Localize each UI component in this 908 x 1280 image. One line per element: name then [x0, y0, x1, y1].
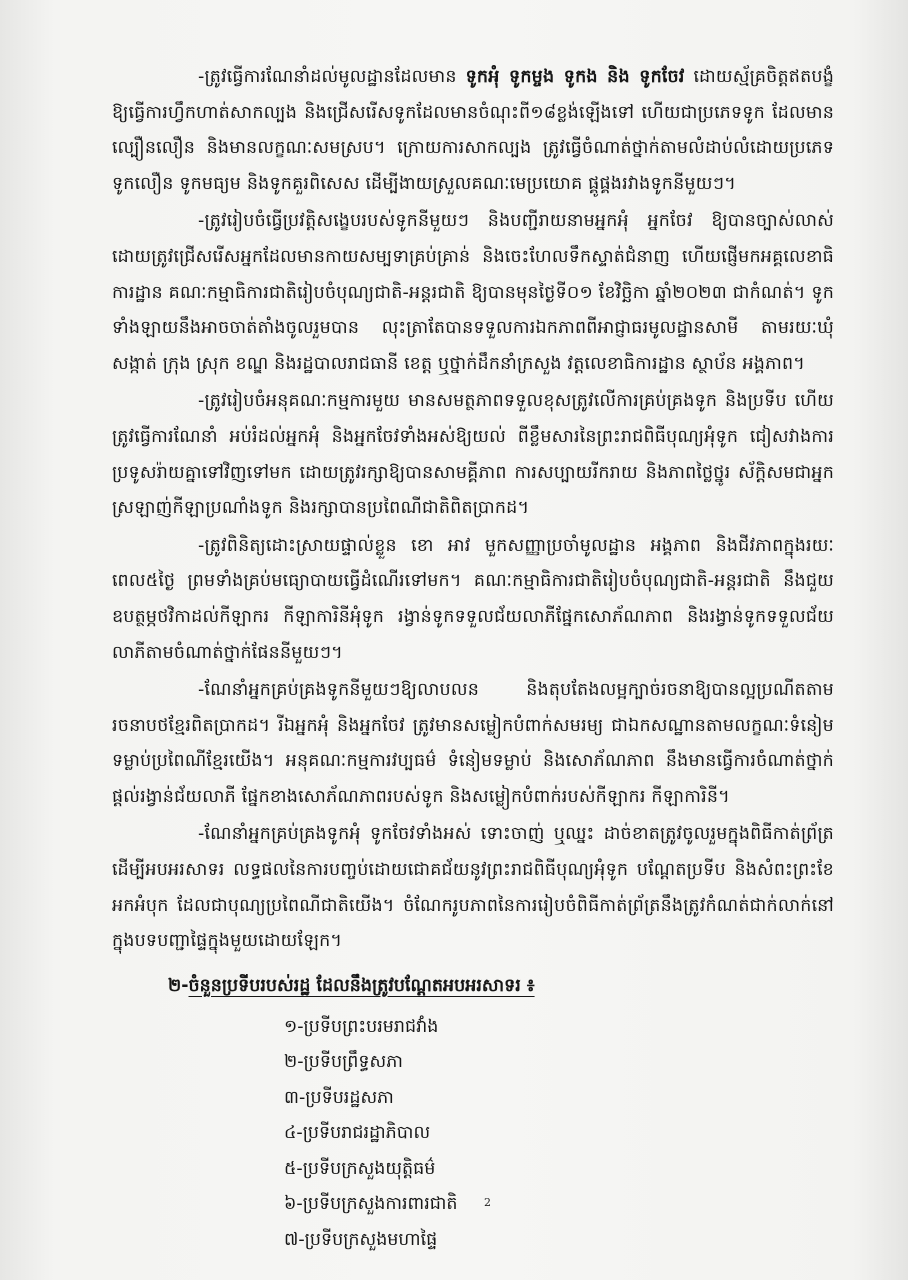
list-item: ៤-ប្រទីបរាជរដ្ឋាភិបាល: [284, 1123, 431, 1144]
paragraph-boat-history: -ត្រូវរៀបចំធ្វើប្រវត្តិសង្ខេបរបស់ទូកនីមួយៗ និងបញ្ជីរាយនាមអ្នកអុំ អ្នកចែវ ឱ្យបានច្បាស់លាស់ ដោយត្រូវជ្រើសរើសអ្នកដែលមានកាយសម្បទាគ្រប់គ្រាន់ និងចេះហែលទឹកស្ទាត់ជំនាញ ហើយផ្ញើមកអគ្គលេខាធិការដ្ឋាន គណៈកម្មាធិការជាតិរៀបចំបុណ្យជាតិ-អន្តរជាតិ ឱ្យបានមុនថ្ងៃទី០១ ខែវិច្ឆិកា ឆ្នាំ២០២៣ ជាកំណត់។ ទូកទាំងឡាយនឹងអាចចាត់តាំងចូលរួមបាន លុះត្រាតែបានទទួលការឯកភាពពីអាជ្ញាធរមូលដ្ឋានសាមី តាមរយៈឃុំ សង្កាត់ ក្រុង ស្រុក ខណ្ឌ និងរដ្ឋបាលរាជធានី ខេត្ត ឬថ្នាក់ដឹកនាំក្រសួង វត្តលេខាធិការដ្ឋាន ស្ថាប័ន អង្គភាព។: [112, 211, 834, 374]
float-list: [284, 1010, 834, 1259]
document-body: [112, 60, 834, 1258]
list-item: ២-ប្រទីបព្រឹទ្ធសភា: [284, 1052, 403, 1073]
list-item: ៦-ប្រទីបក្រសួងការពារជាតិ: [284, 1194, 458, 1215]
list-item: ៣-ប្រទីបរដ្ឋសភា: [284, 1087, 394, 1108]
paragraph-text: -ត្រូវធ្វើការណែនាំដល់មូលដ្ឋានដែលមាន: [198, 67, 466, 87]
paragraph-text: ដោយស្ម័គ្រចិត្តឥតបង្ខំ ឱ្យធ្វើការហ្វឹកហាត់សាកល្បង និងជ្រើសរើសទូកដែលមានចំណុះពី១៨ខ្លង់ឡើងទៅ ហើយជាប្រភេទទូក ដែលមានល្បឿនលឿន និងមានលក្ខណៈសមស្រប។ ក្រោយការសាកល្បង ត្រូវធ្វើចំណាត់ថ្នាក់តាមលំដាប់លំដោយប្រភេទទូកលឿន ទូកមធ្យម និងទូកគួរពិសេស ដើម្បីងាយស្រួលគណៈមេប្រយោគ ផ្គូផ្គងរវាងទូកនីមួយៗ។: [112, 67, 835, 194]
page-number: 2: [484, 1196, 491, 1209]
section-title: ចំនួនប្រទីបរបស់រដ្ឋ ដែលនឹងត្រូវបណ្តែតអបអរសាទរ ៖: [188, 975, 535, 996]
paragraph-boat-training: [112, 60, 834, 202]
list-item: ៥-ប្រទីបក្រសួងយុត្តិធម៌: [284, 1158, 436, 1179]
paragraph-decoration: -ណែនាំអ្នកគ្រប់គ្រងទូកនីមួយៗឱ្យលាបលន និងតុបតែងលម្អក្បាច់រចនាឱ្យបានល្អប្រណីតតាមរចនាបថខ្មែរពិតប្រាកដ។ រីឯអ្នកអុំ និងអ្នកចែវ ត្រូវមានសម្លៀកបំពាក់សមរម្យ ជាឯកសណ្ឋានតាមលក្ខណៈទំនៀមទម្លាប់ប្រពៃណីខ្មែរយើង។ អនុគណៈកម្មការវប្បធម៌ ទំនៀមទម្លាប់ និងសោភ័ណភាព នឹងមានធ្វើការចំណាត់ថ្នាក់ ផ្តល់រង្វាន់ជ័យលាភី ផ្នែកខាងសោភ័ណភាពរបស់ទូក និងសម្លៀកបំពាក់របស់កីឡាករ កីឡាការិនី។: [112, 680, 834, 807]
list-item: ១-ប្រទីបព្រះបរមរាជវាំង: [284, 1016, 439, 1037]
paragraph-subcommittee: -ត្រូវរៀបចំអនុគណៈកម្មការមួយ មានសមត្ថភាពទទួលខុសត្រូវលើការគ្រប់គ្រងទូក និងប្រទីប ហើយត្រូវធ្វើការណែនាំ អប់រំដល់អ្នកអុំ និងអ្នកចែវទាំងអស់ឱ្យយល់ ពីខ្លឹមសារនៃព្រះរាជពិធីបុណ្យអុំទូក ជៀសវាងការប្រទូសរ៉ាយគ្នាទៅវិញទៅមក ដោយត្រូវរក្សាឱ្យបានសាមគ្គីភាព ការសប្បាយរីករាយ និងភាពថ្លៃថ្នូរ ស័ក្តិសមជាអ្នកស្រឡាញ់កីឡាប្រណាំងទូក និងរក្សាបានប្រពៃណីជាតិពិតប្រាកដ។: [112, 391, 834, 519]
section-heading: [168, 968, 834, 1004]
section-number: ២-: [168, 975, 189, 996]
paragraph-uniform-support: -ត្រូវពិនិត្យដោះស្រាយផ្ទាល់ខ្លួន ខោ អាវ មួកសញ្ញាប្រចាំមូលដ្ឋាន អង្គភាព និងជីវភាពក្នុងរយៈពេល៥ថ្ងៃ ព្រមទាំងគ្រប់មធ្យោបាយធ្វើដំណើរទៅមក។ គណៈកម្មាធិការជាតិរៀបចំបុណ្យជាតិ-អន្តរជាតិ នឹងជួយឧបត្ថម្ភថវិកាដល់កីឡាករ កីឡាការិនីអុំទូក រង្វាន់ទូកទទួលជ័យលាភីផ្នែកសោភ័ណភាព និងរង្វាន់ទូកទទួលជ័យលាភីតាមចំណាត់ថ្នាក់ផែននីមួយៗ។: [112, 535, 834, 663]
paragraph-closing-ceremony: -ណែនាំអ្នកគ្រប់គ្រងទូកអុំ ទូកចែវទាំងអស់ ទោះចាញ់ ឬឈ្នះ ដាច់ខាតត្រូវចូលរួមក្នុងពិធីកាត់ព្រ័ត្រ ដើម្បីអបអរសាទរ លទ្ធផលនៃការបញ្ចប់ដោយជោគជ័យនូវព្រះរាជពិធីបុណ្យអុំទូក បណ្តែតប្រទីប និងសំពះព្រះខែ អកអំបុក ដែលជាបុណ្យប្រពៃណីជាតិយើង។ ចំណែករូបភាពនៃការរៀបចំពិធីកាត់ព្រ័ត្រនឹងត្រូវកំណត់ជាក់លាក់នៅក្នុងបទបញ្ជាផ្ទៃក្នុងមួយដោយឡែក។: [112, 824, 834, 952]
boat-types-emphasis: ទូកអុំ ទូកម្ចង ទូកង និង ទូកចែវ: [465, 67, 685, 87]
list-item: ៧-ប្រទីបក្រសួងមហាផ្ទៃ: [284, 1229, 438, 1250]
